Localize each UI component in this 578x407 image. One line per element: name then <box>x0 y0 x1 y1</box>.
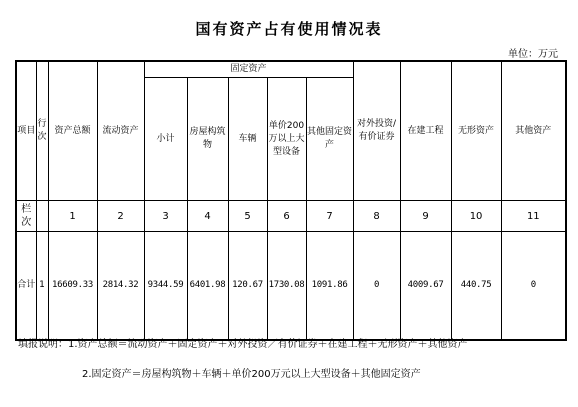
value-intangible: 440.75 <box>451 232 501 341</box>
header-item: 项目 <box>16 61 36 201</box>
header-investments: 对外投资/有价证券 <box>353 61 400 201</box>
header-row-no: 行次 <box>36 61 48 201</box>
header-intangible: 无形资产 <box>451 61 501 201</box>
column-number: 9 <box>400 201 451 232</box>
column-number: 6 <box>267 201 306 232</box>
column-row-label: 栏次 <box>16 201 36 232</box>
total-row-no: 1 <box>36 232 48 341</box>
column-number: 1 <box>48 201 97 232</box>
column-number: 7 <box>306 201 353 232</box>
header-vehicles: 车辆 <box>228 78 267 201</box>
column-number: 8 <box>353 201 400 232</box>
note-line-2: 2.固定资产＝房屋构筑物＋车辆＋单价200万元以上大型设备＋其他固定资产 <box>82 369 421 380</box>
value-vehicles: 120.67 <box>228 232 267 341</box>
header-other-fixed: 其他固定资产 <box>306 78 353 201</box>
column-number-row <box>16 201 566 232</box>
header-fixed-assets-group: 固定资产 <box>144 61 353 78</box>
header-other-assets: 其他资产 <box>501 61 566 201</box>
value-construction: 4009.67 <box>400 232 451 341</box>
value-large-equipment: 1730.08 <box>267 232 306 341</box>
column-number: 10 <box>451 201 501 232</box>
header-subtotal: 小计 <box>144 78 187 201</box>
unit-label: 单位：万元 <box>508 49 558 60</box>
header-buildings: 房屋构筑物 <box>187 78 228 201</box>
value-subtotal: 9344.59 <box>144 232 187 341</box>
value-other-assets: 0 <box>501 232 566 341</box>
header-current-assets: 流动资产 <box>97 61 144 201</box>
column-number: 2 <box>97 201 144 232</box>
value-current-assets: 2814.32 <box>97 232 144 341</box>
column-number: 4 <box>187 201 228 232</box>
asset-table <box>15 60 567 341</box>
header-construction: 在建工程 <box>400 61 451 201</box>
value-other-fixed: 1091.86 <box>306 232 353 341</box>
column-number: 11 <box>501 201 566 232</box>
column-row-blank <box>36 201 48 232</box>
header-total-assets: 资产总额 <box>48 61 97 201</box>
page-title: 国有资产占有使用情况表 <box>195 20 383 38</box>
column-number: 3 <box>144 201 187 232</box>
header-large-equipment: 单价200万以上大型设备 <box>267 78 306 201</box>
note-line-1: 填报说明：1.资产总额＝流动资产＋固定资产＋对外投资／有价证券＋在建工程＋无形资产＋其他资产 <box>18 339 468 350</box>
column-number: 5 <box>228 201 267 232</box>
total-row <box>16 232 566 341</box>
total-row-label: 合计 <box>16 232 36 341</box>
value-total-assets: 16609.33 <box>48 232 97 341</box>
value-investments: 0 <box>353 232 400 341</box>
value-buildings: 6401.98 <box>187 232 228 341</box>
